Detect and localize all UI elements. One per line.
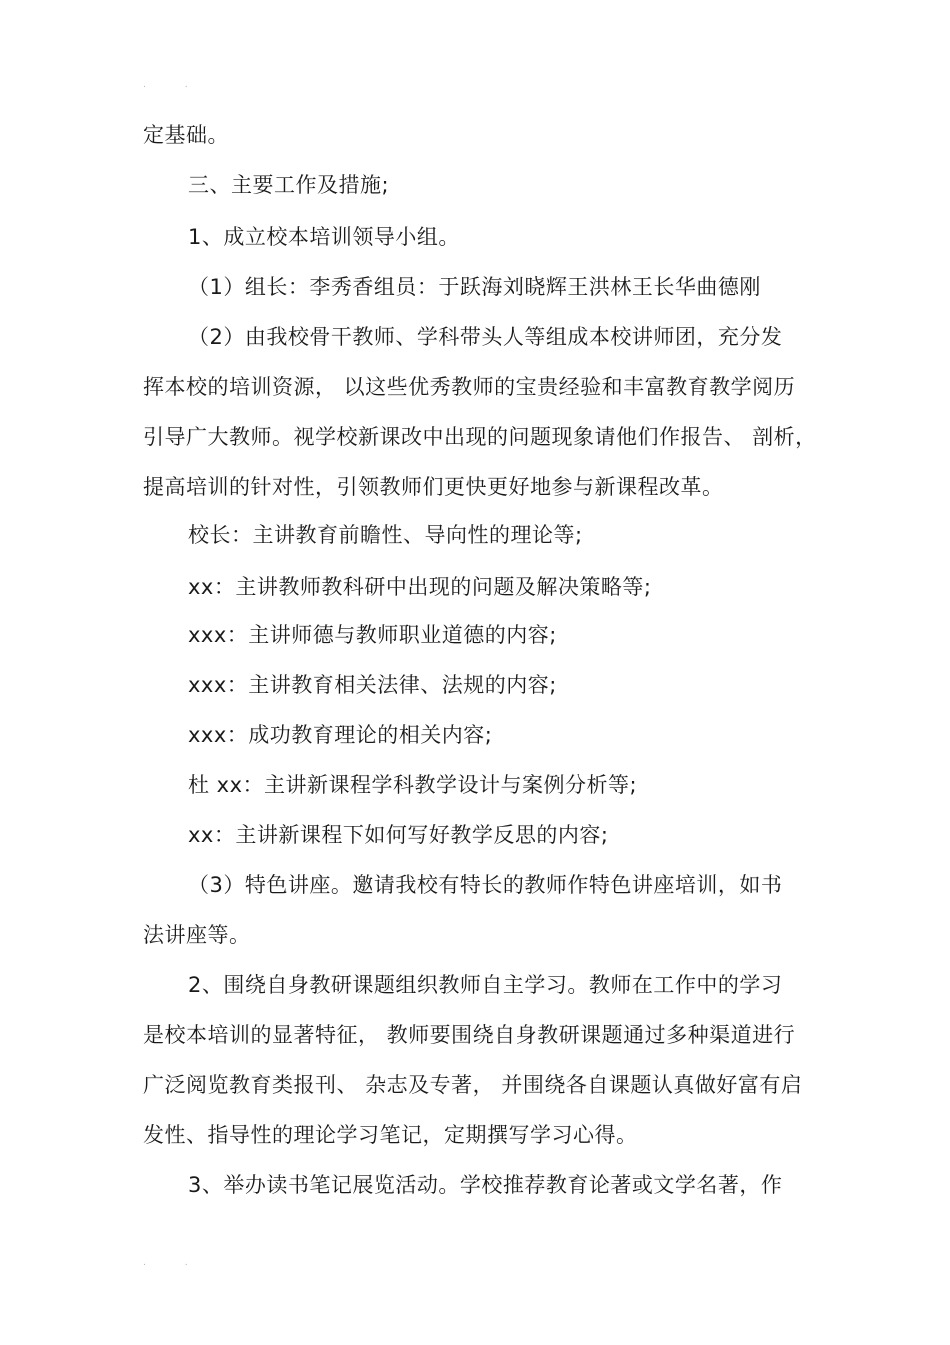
lecturer-du-xx: 杜 xx：主讲新课程学科教学设计与案例分析等; — [188, 773, 638, 797]
header-marks: . . — [143, 80, 206, 90]
lecturer-xxx-1: xxx：主讲师德与教师职业道德的内容; — [188, 623, 557, 647]
subitem-2-line-2: 挥本校的培训资源， 以这些优秀教师的宝贵经验和丰富教育教学阅历 — [143, 375, 796, 399]
section-heading-3: 三、主要工作及措施; — [188, 173, 390, 197]
subitem-3-line-2: 法讲座等。 — [143, 923, 251, 947]
subitem-2-line-4: 提高培训的针对性，引领教师们更快更好地参与新课程改革。 — [143, 475, 724, 499]
subitem-3-line-1: （3）特色讲座。邀请我校有特长的教师作特色讲座培训，如书 — [188, 873, 783, 897]
item-3-line-1: 3、举办读书笔记展览活动。学校推荐教育论著或文学名著，作 — [188, 1173, 783, 1197]
text-line-continuation: 定基础。 — [143, 123, 229, 147]
item-2-line-3: 广泛阅览教育类报刊、 杂志及专著， 并围绕各自课题认真做好富有启 — [143, 1073, 803, 1097]
item-2-line-2: 是校本培训的显著特征， 教师要围绕自身教研课题通过多种渠道进行 — [143, 1023, 796, 1047]
lecturer-principal: 校长：主讲教育前瞻性、导向性的理论等; — [188, 523, 583, 547]
subitem-2-line-3: 引导广大教师。视学校新课改中出现的问题现象请他们作报告、 剖析， — [143, 425, 817, 449]
footer-marks: . . — [143, 1258, 206, 1268]
item-2-line-1: 2、围绕自身教研课题组织教师自主学习。教师在工作中的学习 — [188, 973, 783, 997]
lecturer-xx-1: xx：主讲教师教科研中出现的问题及解决策略等; — [188, 575, 652, 599]
subitem-2-line-1: （2）由我校骨干教师、学科带头人等组成本校讲师团，充分发 — [188, 325, 783, 349]
lecturer-xx-2: xx：主讲新课程下如何写好教学反思的内容; — [188, 823, 609, 847]
subitem-1: （1）组长：李秀香组员：于跃海刘晓辉王洪林王长华曲德刚 — [188, 275, 761, 299]
item-1-heading: 1、成立校本培训领导小组。 — [188, 225, 460, 249]
lecturer-xxx-3: xxx：成功教育理论的相关内容; — [188, 723, 493, 747]
lecturer-xxx-2: xxx：主讲教育相关法律、法规的内容; — [188, 673, 557, 697]
item-2-line-4: 发性、指导性的理论学习笔记，定期撰写学习心得。 — [143, 1123, 638, 1147]
